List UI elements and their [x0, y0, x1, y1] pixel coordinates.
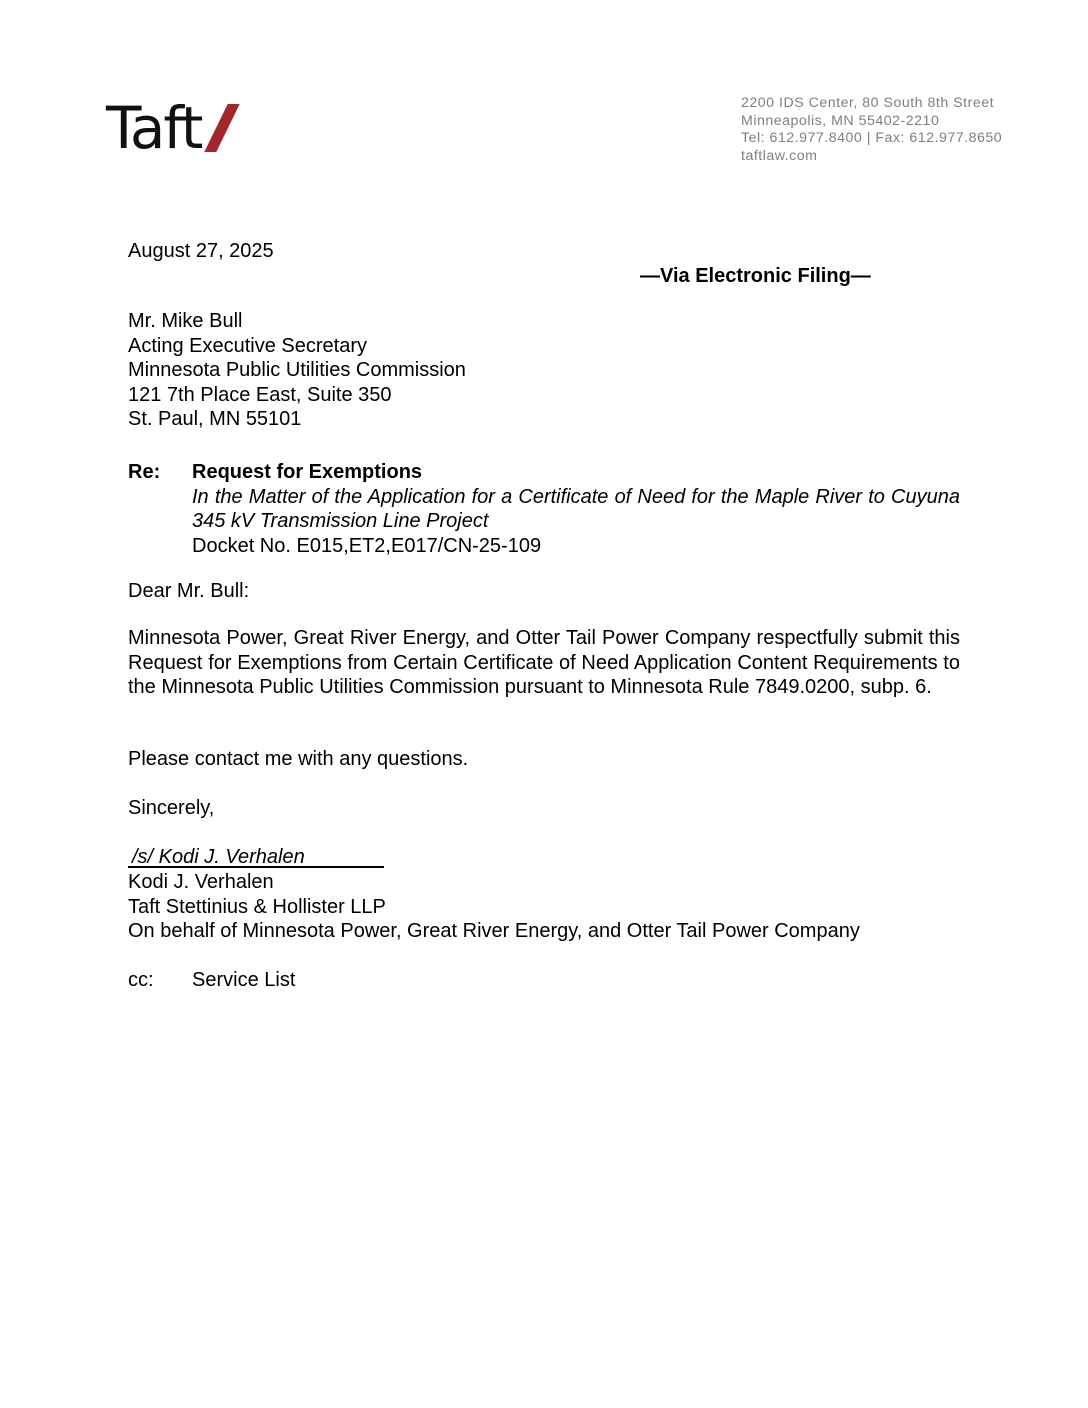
signer-block: [128, 870, 860, 944]
address-phone-fax: Tel: 612.977.8400 | Fax: 612.977.8650: [741, 130, 1003, 146]
logo-wordmark: Taft: [106, 94, 202, 162]
re-label: Re:: [128, 461, 161, 483]
closing: Sincerely,: [128, 797, 215, 819]
body-paragraph: Minnesota Power, Great River Energy, and Otter Tail Power Company respectfully submit this Request for Exemptions from Certain Certificate of Need Application Content Requirements to the Minnesota Public Utilities Commission pursuant to Minnesota Rule 7849.0200, subp. 6.: [128, 627, 960, 699]
contact-line: Please contact me with any questions.: [128, 748, 469, 770]
re-docket: Docket No. E015,ET2,E017/CN-25-109: [192, 534, 542, 557]
recipient-block: [128, 309, 466, 432]
cc-label: cc:: [128, 969, 154, 991]
recipient-city: St. Paul, MN 55101: [128, 408, 302, 431]
letterhead-address: [741, 95, 1002, 165]
re-title: Request for Exemptions: [192, 461, 423, 483]
signature-line: /s/ Kodi J. Verhalen: [128, 845, 384, 868]
logo-slash-mark: [204, 104, 239, 152]
signer-firm: Taft Stettinius & Hollister LLP: [128, 895, 386, 918]
recipient-name: Mr. Mike Bull: [128, 310, 243, 332]
recipient-title: Acting Executive Secretary: [128, 334, 367, 357]
taft-logo: [106, 96, 228, 160]
signer-name: Kodi J. Verhalen: [128, 871, 274, 893]
address-website: taftlaw.com: [741, 147, 818, 164]
address-street: 2200 IDS Center, 80 South 8th Street: [741, 95, 995, 111]
letter-date: August 27, 2025: [128, 240, 274, 262]
salutation: Dear Mr. Bull:: [128, 580, 250, 602]
signer-behalf: On behalf of Minnesota Power, Great River Energy, and Otter Tail Power Company: [128, 920, 860, 943]
address-city: Minneapolis, MN 55402-2210: [741, 112, 940, 129]
recipient-organization: Minnesota Public Utilities Commission: [128, 359, 466, 382]
delivery-method: —Via Electronic Filing—: [640, 265, 871, 287]
re-block: [192, 460, 960, 558]
cc-value: Service List: [192, 969, 296, 991]
re-matter: In the Matter of the Application for a Certificate of Need for the Maple River to Cuyuna 345 kV Transmission Line Project: [192, 485, 960, 533]
recipient-street: 121 7th Place East, Suite 350: [128, 383, 392, 406]
